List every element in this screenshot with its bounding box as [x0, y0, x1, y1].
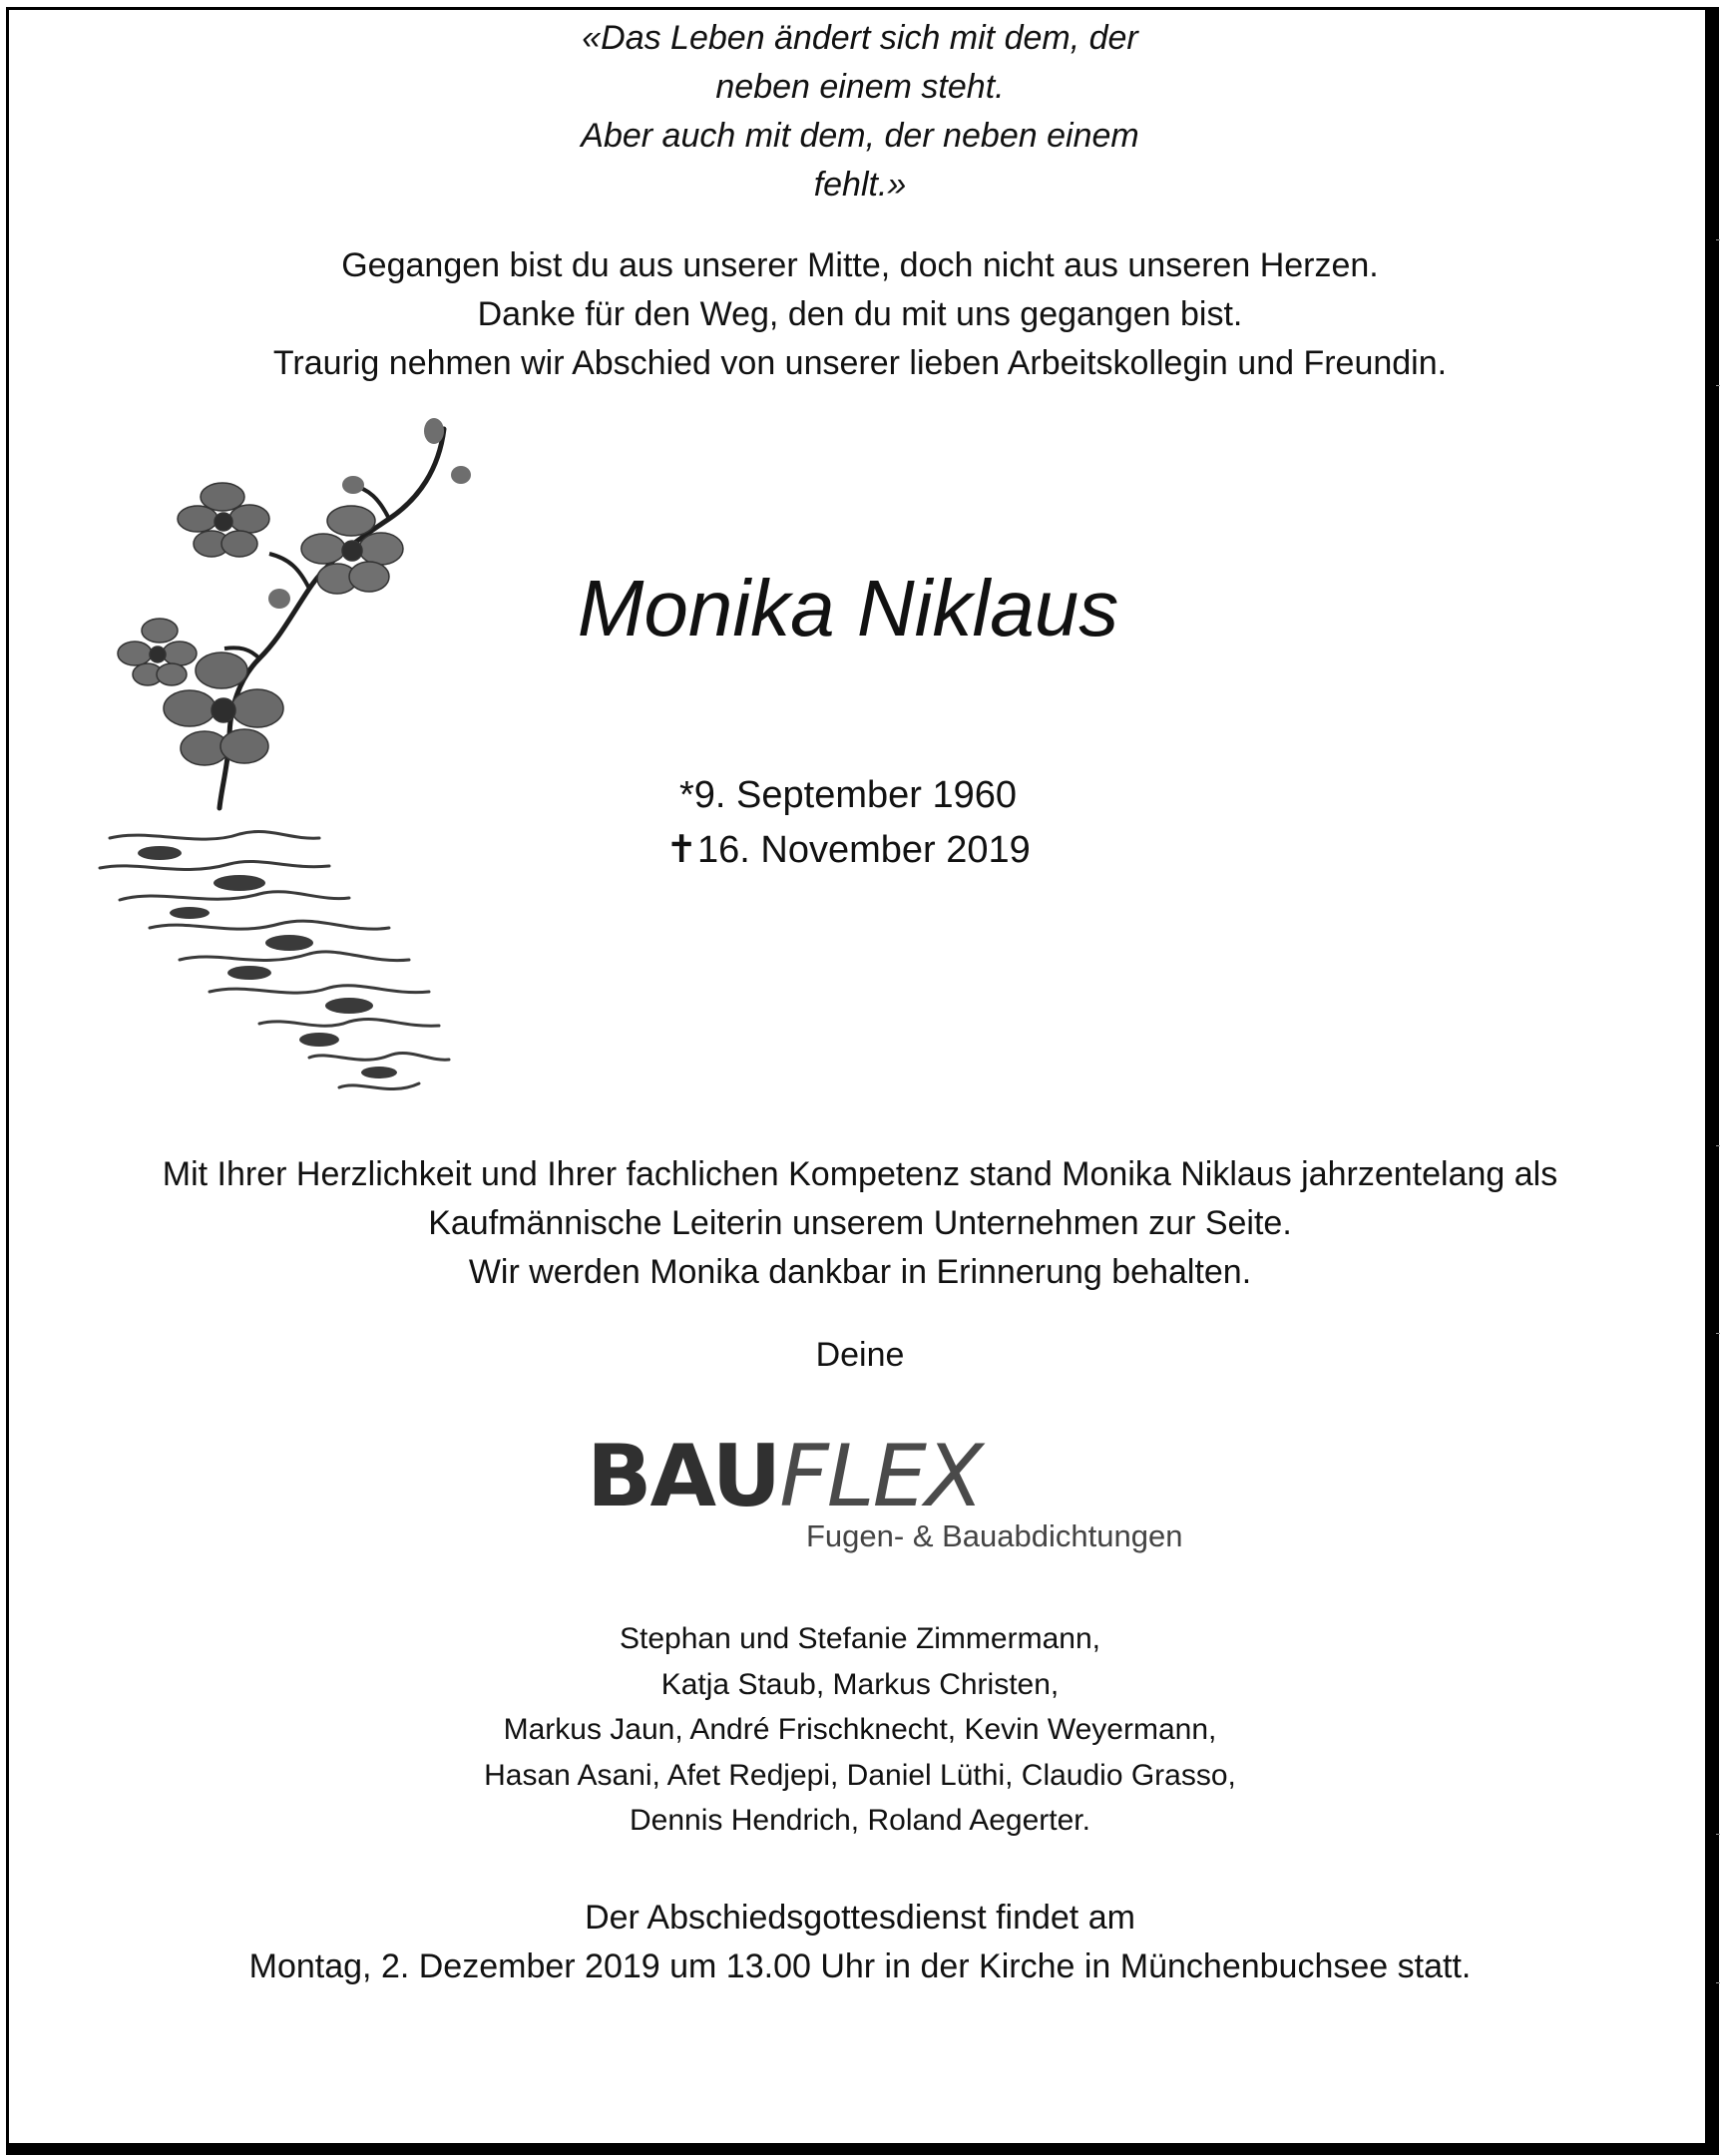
- intro-line: Danke für den Weg, den du mit uns gegangen bist.: [477, 295, 1243, 333]
- logo-tagline: Fugen- & Bauabdichtungen: [806, 1518, 1183, 1553]
- intro-line: Gegangen bist du aus unserer Mitte, doch nicht aus unseren Herzen.: [341, 246, 1379, 284]
- logo-bau: BAU: [587, 1427, 780, 1526]
- quote-line: neben einem steht.: [715, 68, 1005, 106]
- tribute-line: Wir werden Monika dankbar in Erinnerung behalten.: [468, 1253, 1252, 1291]
- intro-line: Traurig nehmen wir Abschied von unserer lieben Arbeitskollegin und Freundin.: [272, 344, 1448, 382]
- logo-flex: FLEX: [779, 1427, 982, 1526]
- signatory-line: Stephan und Stefanie Zimmermann,: [620, 1622, 1100, 1655]
- signatory-line: Katja Staub, Markus Christen,: [660, 1667, 1060, 1701]
- service-info: [0, 1894, 1720, 1991]
- service-line: Montag, 2. Dezember 2019 um 13.00 Uhr in der Kirche in Münchenbuchsee statt.: [248, 1947, 1472, 1985]
- signatory-line: Hasan Asani, Afet Redjepi, Daniel Lüthi, Claudio Grasso,: [484, 1758, 1236, 1792]
- closing-word: Deine: [815, 1336, 905, 1374]
- quote-line: «Das Leben ändert sich mit dem, der: [582, 19, 1138, 57]
- tribute-line: Kaufmännische Leiterin unserem Unternehmen zur Seite.: [428, 1204, 1292, 1242]
- quote: [0, 14, 1720, 210]
- quote-line: Aber auch mit dem, der neben einem: [581, 117, 1139, 155]
- signatory-line: Markus Jaun, André Frischknecht, Kevin Weyermann,: [503, 1713, 1217, 1747]
- deceased-name: Monika Niklaus: [577, 564, 1119, 652]
- tribute-text: [0, 1150, 1720, 1297]
- service-line: Der Abschiedsgottesdienst findet am: [585, 1899, 1135, 1937]
- quote-line: fehlt.»: [813, 166, 907, 204]
- signatories: [0, 1616, 1720, 1844]
- logo-wordmark: [587, 1427, 982, 1526]
- birth-date: *9. September 1960: [678, 774, 1017, 816]
- signatory-line: Dennis Hendrich, Roland Aegerter.: [630, 1804, 1090, 1838]
- death-date: ✝16. November 2019: [665, 829, 1031, 871]
- tribute-line: Mit Ihrer Herzlichkeit und Ihrer fachlichen Kompetenz stand Monika Niklaus jahrzentelang als: [162, 1155, 1558, 1193]
- life-dates: [469, 768, 1227, 878]
- bauflex-logo: [587, 1427, 1225, 1556]
- orchid-image: [90, 409, 509, 1107]
- intro-text: [0, 241, 1720, 388]
